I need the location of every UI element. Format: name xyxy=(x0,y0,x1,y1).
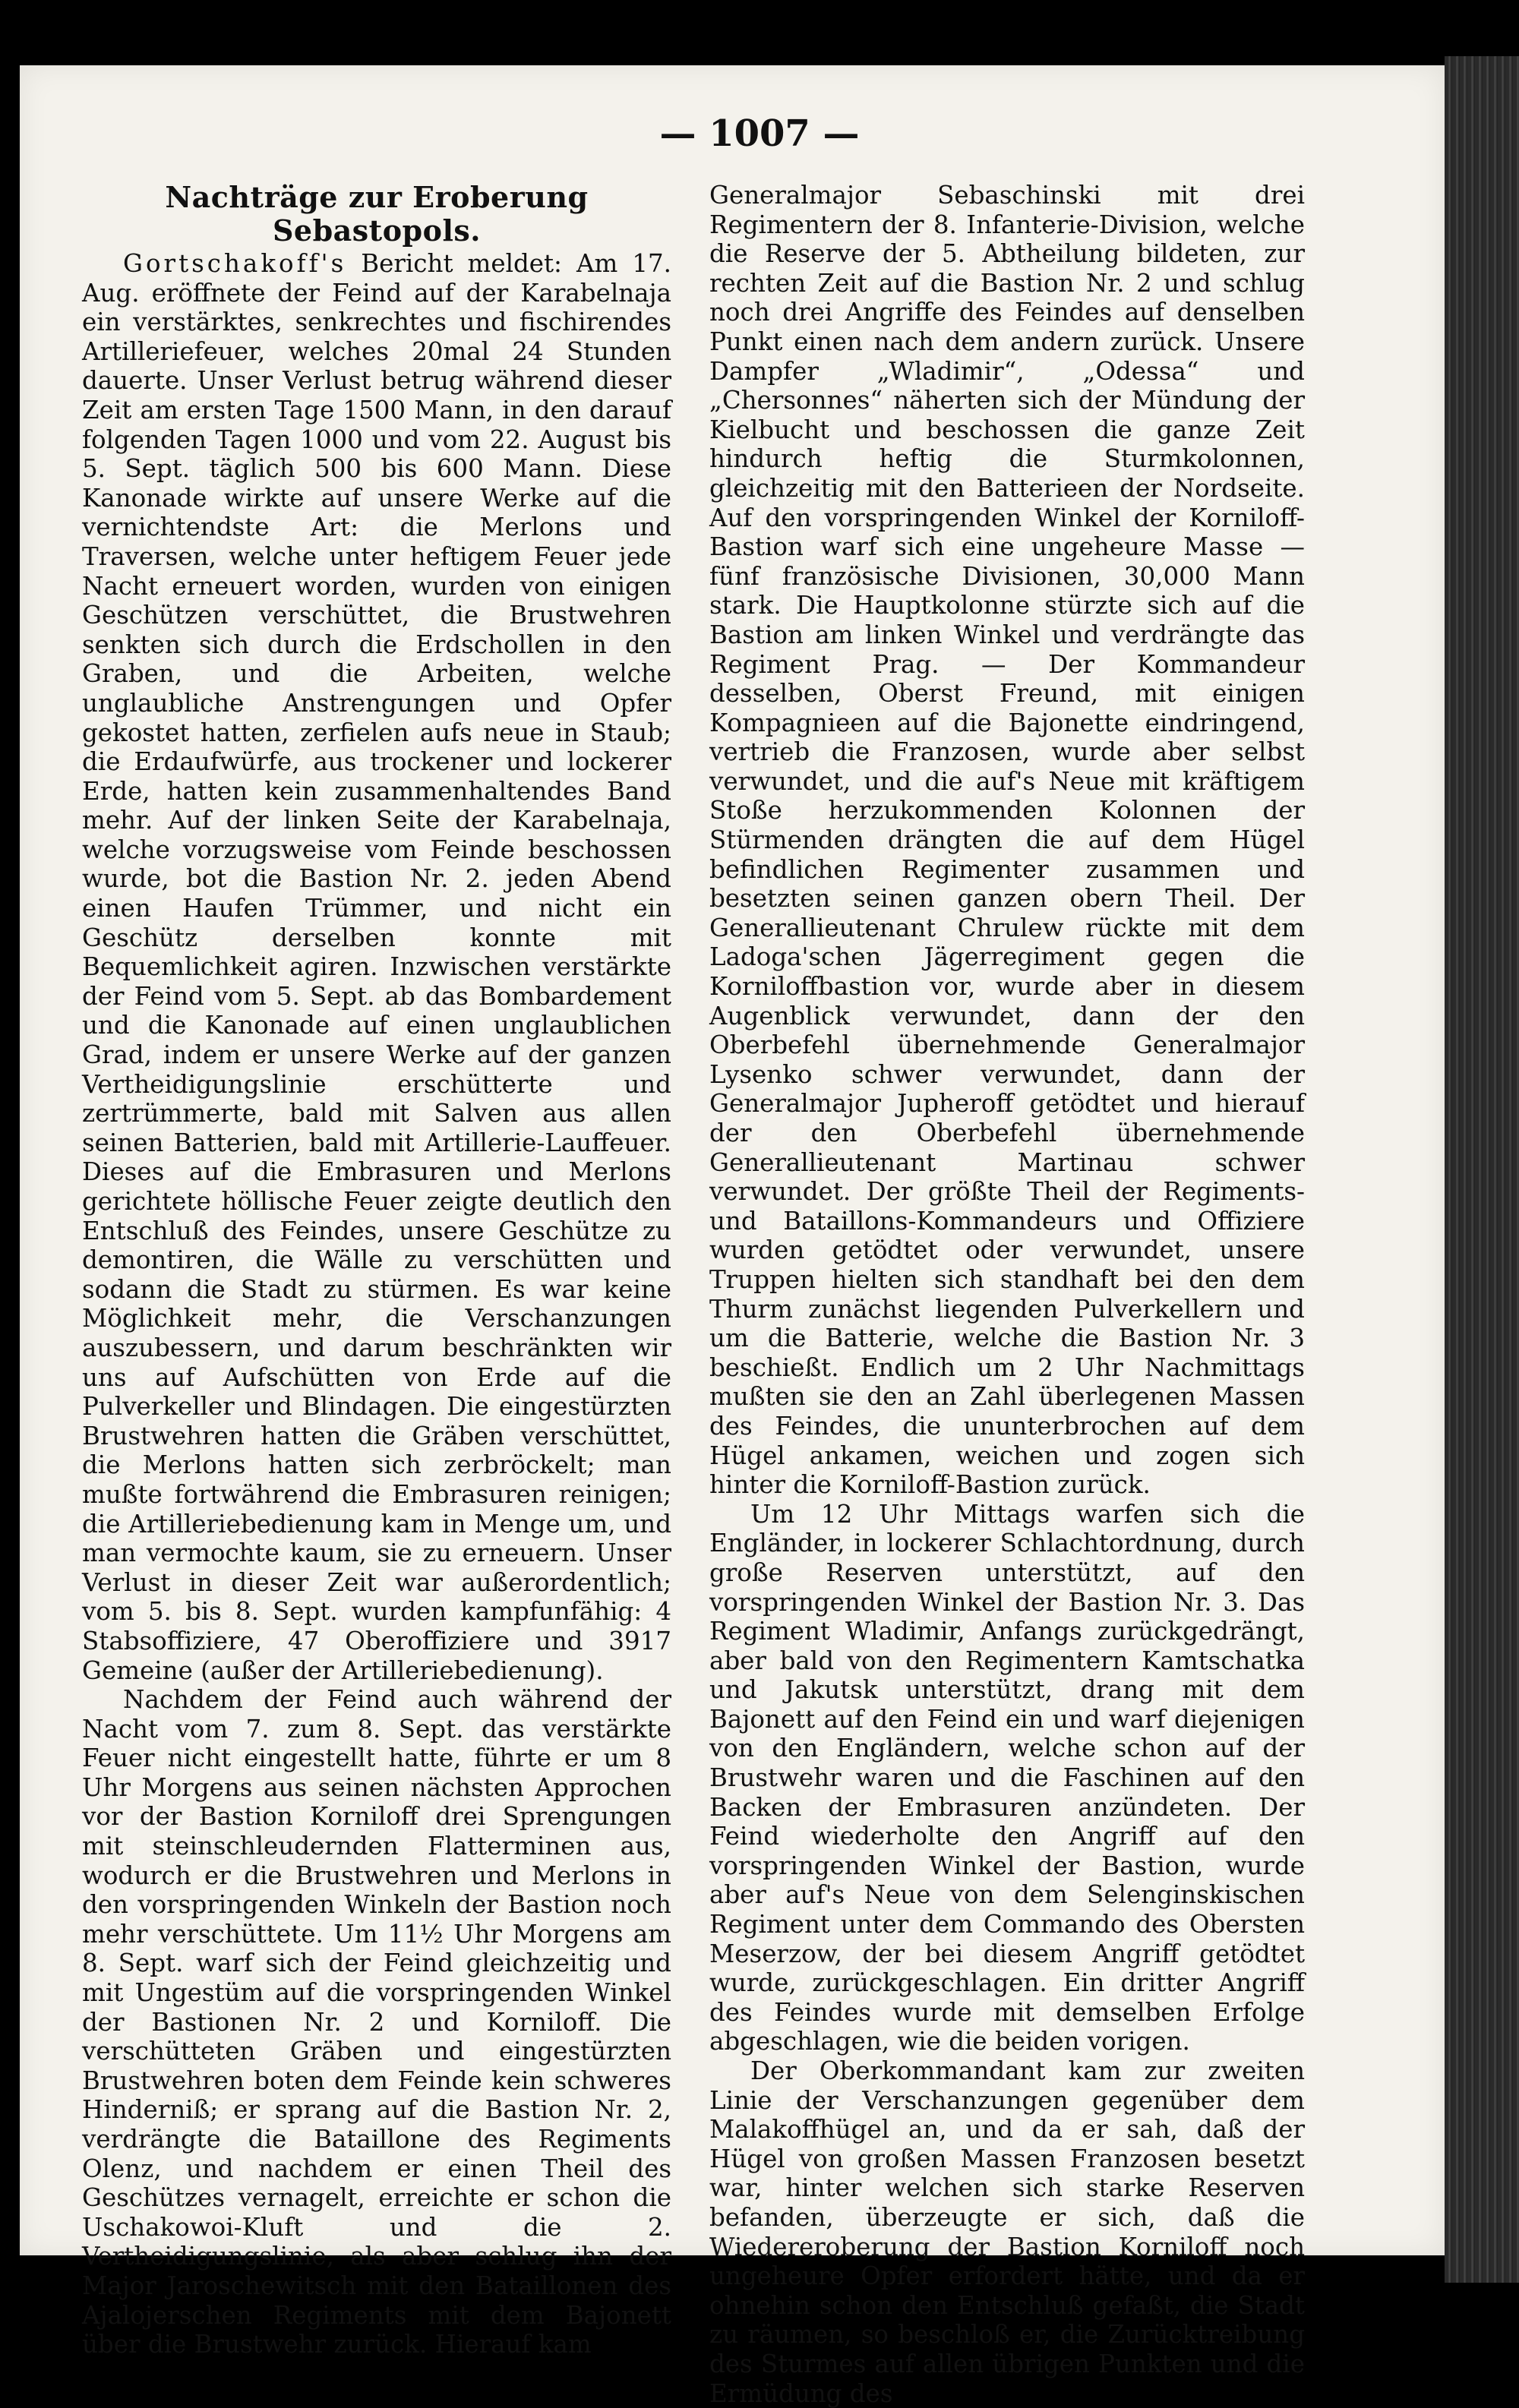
paragraph xyxy=(82,249,671,1685)
right-column xyxy=(709,181,1305,2408)
paragraph: Der Oberkommandant kam zur zweiten Linie der Verschanzungen gegenüber dem Malakoffhügel an, und da er sah, daß der Hügel von großen Massen Franzosen besetzt war, hinter welchen sich starke Reserven befanden, überzeugte er sich, daß die Wiedereroberung der Bastion Korniloff noch ungeheure Opfer erfordert hätte, und da er ohnehin schon den Entschluß gefaßt, die Stadt zu räumen, so beschloß er, die Zurücktreibung des Sturmes auf allen übrigen Punkten und die Ermüdung des xyxy=(709,2056,1305,2408)
article-title: Nachträge zur Eroberung Sebastopols. xyxy=(165,180,589,248)
paragraph: Um 12 Uhr Mittags warfen sich die Engländer, in lockerer Schlachtordnung, durch große Reserven unterstützt, auf den vorspringenden Winkel der Bastion Nr. 3. Das Regiment Wladimir, Anfangs zurückgedrängt, aber bald von den Regimentern Kamtschatka und Jakutsk unterstützt, drang mit dem Bajonett auf den Feind ein und warf diejenigen von den Engländern, welche schon auf der Brustwehr waren und die Faschinen auf den Backen der Embrasuren anzündeten. Der Feind wiederholte den Angriff auf den vorspringenden Winkel der Bastion, wurde aber auf's Neue von dem Selenginskischen Regiment unter dem Commando des Obersten Meserzow, der bei diesem Angriff getödtet wurde, zurückgeschlagen. Ein dritter Angriff des Feindes wurde mit demselben Erfolge abgeschlagen, wie die beiden vorigen. xyxy=(709,1499,1305,2056)
paragraph: Generalmajor Sebaschinski mit drei Regimentern der 8. Infanterie-Division, welche die Reserve der 5. Abtheilung bildeten, zur rechten Zeit auf die Bastion Nr. 2 und schlug noch drei Angriffe des Feindes auf denselben Punkt einen nach dem andern zurück. Unsere Dampfer „Wladimir“, „Odessa“ und „Chersonnes“ näherten sich der Mündung der Kielbucht und beschossen die ganze Zeit hindurch heftig die Sturmkolonnen, gleichzeitig mit den Batterieen der Nordseite. Auf den vorspringenden Winkel der Korniloff-Bastion warf sich eine ungeheure Masse — fünf französische Divisionen, 30,000 Mann stark. Die Hauptkolonne stürzte sich auf die Bastion am linken Winkel und verdrängte das Regiment Prag. — Der Kommandeur desselben, Oberst Freund, mit einigen Kompagnieen auf die Bajonette eindringend, vertrieb die Franzosen, wurde aber selbst verwundet, und die auf's Neue mit kräftigem Stoße herzukommenden Kolonnen der Stürmenden drängten die auf dem Hügel befindlichen Regimenter zusammen und besetzten seinen ganzen obern Theil. Der Generallieutenant Chrulew rückte mit dem Ladoga'schen Jägerregiment gegen die Korniloffbastion vor, wurde aber in diesem Augenblick verwundet, dann der den Oberbefehl übernehmende Generalmajor Lysenko schwer verwundet, dann der Generalmajor Jupheroff getödtet und hierauf der den Oberbefehl übernehmende Generallieutenant Martinau schwer verwundet. Der größte Theil der Regiments- und Bataillons-Kommandeurs und Offiziere wurden getödtet oder verwundet, unsere Truppen hielten sich standhaft bei den dem Thurm zunächst liegenden Pulverkellern und um die Batterie, welche die Bastion Nr. 3 beschießt. Endlich um 2 Uhr Nachmittags mußten sie den an Zahl überlegenen Massen des Feindes, die ununterbrochen auf dem Hügel ankamen, weichen und zogen sich hinter die Korniloff-Bastion zurück. xyxy=(709,181,1305,1500)
page-number: — 1007 — xyxy=(659,112,860,155)
left-column xyxy=(82,181,671,2359)
paragraph-text: Bericht meldet: Am 17. Aug. eröffnete der Feind auf der Karabelnaja ein verstärktes, senkrechtes und fischirendes Artilleriefeuer, welches 20mal 24 Stunden dauerte. Unser Verlust betrug während dieser Zeit am ersten Tage 1500 Mann, in den darauf folgenden Tagen 1000 und vom 22. August bis 5. Sept. täglich 500 bis 600 Mann. Diese Kanonade wirkte auf unsere Werke auf die vernichtendste Art: die Merlons und Traversen, welche unter heftigem Feuer jede Nacht erneuert worden, wurden von einigen Geschützen verschüttet, die Brustwehren senkten sich durch die Erdschollen in den Graben, und die Arbeiten, welche unglaubliche Anstrengungen und Opfer gekostet hatten, zerfielen aufs neue in Staub; die Erdaufwürfe, aus trockener und lockerer Erde, hatten kein zusammenhaltendes Band mehr. Auf der linken Seite der Karabelnaja, welche vorzugsweise vom Feinde beschossen wurde, bot die Bastion Nr. 2. jeden Abend einen Haufen Trümmer, und nicht ein Geschütz derselben konnte mit Bequemlichkeit agiren. Inzwischen verstärkte der Feind vom 5. Sept. ab das Bombardement und die Kanonade auf einen unglaublichen Grad, indem er unsere Werke auf der ganzen Vertheidigungslinie erschütterte und zertrümmerte, bald mit Salven aus allen seinen Batterien, bald mit Artillerie-Lauffeuer. Dieses auf die Embrasuren und Merlons gerichtete höllische Feuer zeigte deutlich den Entschluß des Feindes, unsere Geschütze zu demontiren, die Wälle zu verschütten und sodann die Stadt zu stürmen. Es war keine Möglichkeit mehr, die Verschanzungen auszubessern, und darum beschränkten wir uns auf Aufschütten von Erde auf die Pulverkeller und Blindagen. Die eingestürzten Brustwehren hatten die Gräben verschüttet, die Merlons hatten sich zerbröckelt; man mußte fortwährend die Embrasuren reinigen; die Artilleriebedienung kam in Menge um, und man vermochte kaum, sie zu erneuern. Unser Verlust in dieser Zeit war außerordentlich; vom 5. bis 8. Sept. wurden kampfunfähig: 4 Stabsoffiziere, 47 Oberoffiziere und 3917 Gemeine (außer der Artilleriebedienung). xyxy=(82,249,671,1685)
paragraph: Nachdem der Feind auch während der Nacht vom 7. zum 8. Sept. das verstärkte Feuer nicht eingestellt hatte, führte er um 8 Uhr Morgens aus seinen nächsten Approchen vor der Bastion Korniloff drei Sprengungen mit steinschleudernden Flatterminen aus, wodurch er die Brustwehren und Merlons in den vorspringenden Winkeln der Bastion noch mehr verschüttete. Um 11½ Uhr Morgens am 8. Sept. warf sich der Feind gleichzeitig und mit Ungestüm auf die vorspringenden Winkel der Bastionen Nr. 2 und Korniloff. Die verschütteten Gräben und eingestürzten Brustwehren boten dem Feinde kein schweres Hinderniß; er sprang auf die Bastion Nr. 2, verdrängte die Bataillone des Regiments Olenz, und nachdem er einen Theil des Geschützes vernagelt, erreichte er schon die Uschakowoi-Kluft und die 2. Vertheidigungslinie, als aber schlug ihn der Major Jaroschewitsch mit den Bataillonen des Ajalojerschen Regiments mit dem Bajonett über die Brustwehr zurück. Hierauf kam xyxy=(82,1685,671,2359)
page-edge-stack xyxy=(1445,56,1519,2283)
lead-name: Gortschakoff's xyxy=(123,249,347,278)
